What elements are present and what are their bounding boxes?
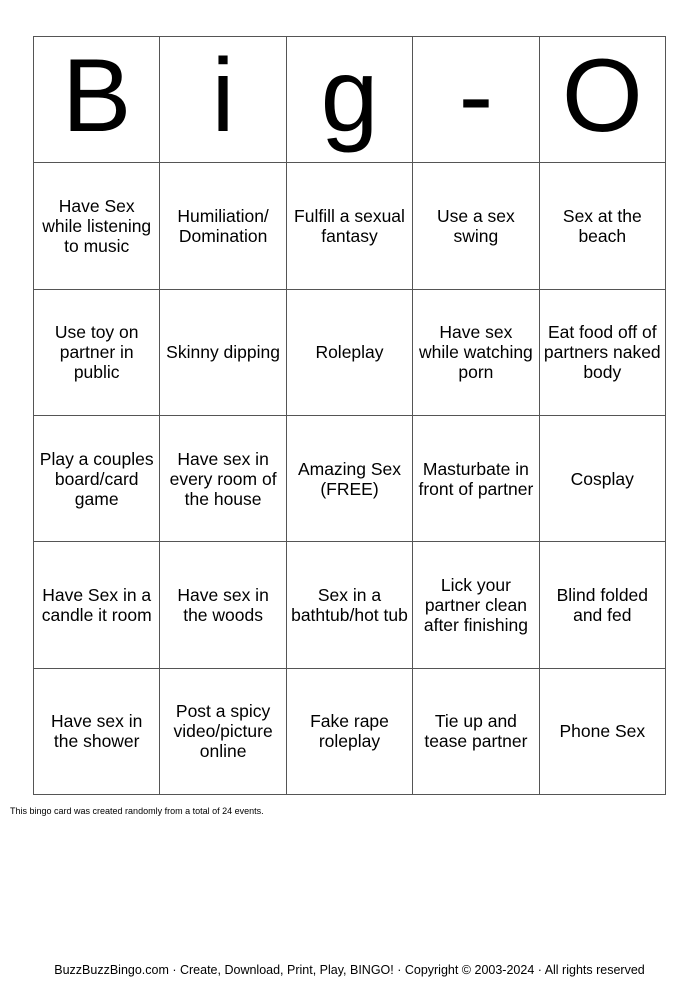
- header-letter: B: [62, 37, 132, 154]
- header-cell-g: [287, 37, 413, 163]
- header-letter: i: [211, 37, 235, 154]
- bingo-cell: Phone Sex: [540, 669, 666, 795]
- footer-text: BuzzBuzzBingo.com · Create, Download, Print, Play, BINGO! · Copyright © 2003-2024 · All rights reserved: [54, 963, 645, 977]
- header-cell-i: [160, 37, 286, 163]
- bingo-cell: Use a sex swing: [413, 163, 539, 289]
- bingo-cell: Sex at the beach: [540, 163, 666, 289]
- card-note: This bingo card was created randomly from a total of 24 events.: [10, 806, 264, 816]
- bingo-cell: Blind folded and fed: [540, 542, 666, 668]
- bingo-cell: Roleplay: [287, 290, 413, 416]
- header-cell-dash: [413, 37, 539, 163]
- bingo-cell: Sex in a bathtub/hot tub: [287, 542, 413, 668]
- bingo-cell: Fake rape roleplay: [287, 669, 413, 795]
- bingo-cell: Have sex in every room of the house: [160, 416, 286, 542]
- bingo-cell: Humiliation/ Domination: [160, 163, 286, 289]
- bingo-cell: Have Sex in a candle it room: [34, 542, 160, 668]
- header-letter: O: [561, 37, 643, 154]
- bingo-cell: Post a spicy video/picture online: [160, 669, 286, 795]
- header-cell-o: [540, 37, 666, 163]
- bingo-cell: Have sex while watching porn: [413, 290, 539, 416]
- bingo-cell: Lick your partner clean after finishing: [413, 542, 539, 668]
- bingo-free-cell: Amazing Sex (FREE): [287, 416, 413, 542]
- bingo-cell: Skinny dipping: [160, 290, 286, 416]
- bingo-cell: Use toy on partner in public: [34, 290, 160, 416]
- bingo-cell: Masturbate in front of partner: [413, 416, 539, 542]
- bingo-cell: Have Sex while listening to music: [34, 163, 160, 289]
- bingo-cell: Cosplay: [540, 416, 666, 542]
- bingo-cell: Eat food off of partners naked body: [540, 290, 666, 416]
- bingo-cell: Have sex in the shower: [34, 669, 160, 795]
- bingo-card: [33, 36, 666, 795]
- header-cell-b: [34, 37, 160, 163]
- bingo-cell: Play a couples board/card game: [34, 416, 160, 542]
- header-letter: -: [458, 37, 494, 154]
- bingo-cell: Have sex in the woods: [160, 542, 286, 668]
- bingo-cell: Fulfill a sexual fantasy: [287, 163, 413, 289]
- header-letter: g: [320, 37, 379, 154]
- bingo-cell: Tie up and tease partner: [413, 669, 539, 795]
